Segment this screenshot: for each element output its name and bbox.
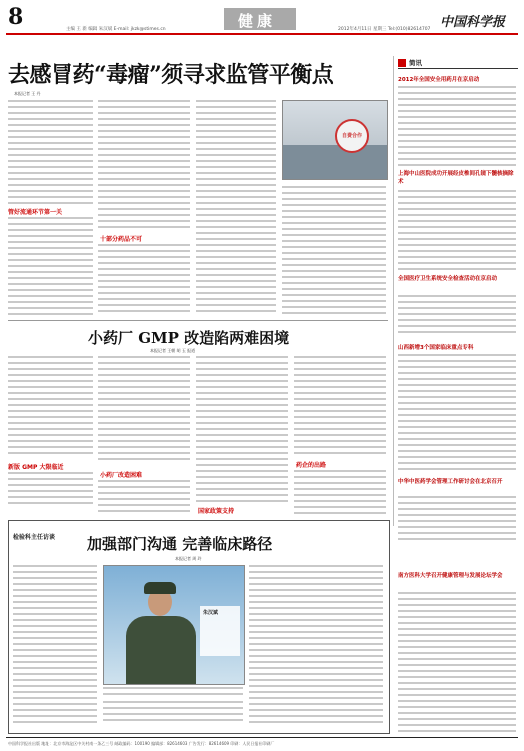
feature-headline: 加强部门沟通 完善临床路径: [87, 535, 273, 553]
feature-box: [8, 520, 390, 734]
art2-col-3: [196, 356, 288, 506]
masthead: [0, 0, 524, 34]
sidebar-head-3: 全国医疗卫生系统安全检查活动在京启动: [398, 276, 498, 282]
art2-col-1b: [8, 472, 93, 512]
sidebar-body-1: [398, 86, 516, 168]
footer-text: 中国科学报社出版 地址：北京市海淀区中关村南一条乙三号 邮政编码：100190 编辑部：82614603 广告发行：82614609 印刷：人民日报社印刷厂: [8, 741, 275, 746]
sidebar-tag-box: [398, 59, 406, 67]
portrait-cap: [144, 582, 176, 594]
main-col-1b: [8, 217, 93, 317]
portrait-caption-box: [200, 606, 240, 656]
feature-col-1: [13, 565, 97, 727]
header-info: 主编 王 新 编辑 朱汉斌 E-mail: jkzk@stimes.cn: [66, 27, 166, 32]
sidebar-divider: [393, 56, 394, 526]
art2-subhead-1: 新版 GMP 大限临近: [8, 464, 64, 471]
feature-byline: 本报记者 周 玲: [175, 556, 202, 561]
main-col-2b: [98, 244, 190, 316]
art2-subhead-4: 药企的出路: [296, 462, 327, 469]
section-title: 健康: [238, 12, 277, 30]
feature-col-3: [249, 565, 383, 727]
portrait-body: [126, 616, 196, 684]
portrait-photo: [103, 565, 245, 685]
main-subhead-1: 管好流通环节第一关: [8, 209, 63, 216]
main-col-2: [98, 100, 190, 230]
art2-col-2b: [98, 480, 190, 514]
art2-subhead-2: 小药厂改造困难: [100, 472, 143, 479]
sidebar-body-4: [398, 354, 516, 474]
sidebar-head-5: 中华中医药学会管理工作研讨会在北京召开: [398, 479, 503, 485]
main-col-4: [282, 186, 386, 316]
pharmacy-photo: [282, 100, 388, 180]
art2-col-4: [294, 356, 386, 456]
art2-col-2: [98, 356, 190, 466]
feature-photo-caption: [103, 687, 243, 699]
sidebar-body-2: [398, 190, 516, 272]
portrait-caption: 朱汉斌: [203, 610, 219, 616]
photo-sign: [335, 119, 369, 153]
sidebar-head-4: 山西新增3个国家临床重点专科: [398, 345, 474, 351]
date-info: 2012年4月11日 星期三 Tel:(010)82614707: [338, 27, 431, 32]
sidebar-tag: [398, 58, 518, 69]
main-subhead-2: 十部分药品不可: [100, 236, 143, 243]
article2-byline: 本报记者 王朝 胡 玉 报道: [150, 348, 196, 353]
article2-headline: 小药厂 GMP 改造陷两难困境: [88, 329, 290, 347]
sidebar-head-2: 上海中山医院成功开展经皮椎间孔镜下髓核摘除术: [398, 171, 514, 185]
main-col-1: [8, 100, 93, 204]
art2-subhead-3: 国家政策支持: [198, 508, 235, 515]
sidebar-tag-text: 简讯: [409, 59, 422, 67]
sidebar-body-6: [398, 592, 516, 734]
sidebar-head-6: 南方医科大学召开健康管理与发展论坛学会: [398, 573, 503, 579]
page-number: 8: [8, 4, 24, 30]
footer-rule: [6, 737, 518, 738]
sidebar-body-5: [398, 496, 516, 542]
art2-col-1: [8, 356, 93, 456]
masthead-rule: [6, 33, 518, 35]
main-byline: 本报记者 王 丹: [14, 91, 41, 96]
feature-col-2: [103, 701, 243, 729]
feature-tag: [13, 524, 55, 543]
section-banner: [224, 8, 296, 30]
sidebar-head-1: 2012年全国安全用药月在京启动: [398, 77, 480, 83]
feature-tag-text: 检验科主任访谈: [13, 534, 56, 541]
art2-col-4b: [294, 470, 386, 516]
paper-logo: 中国科学报: [440, 15, 506, 30]
photo-sign-text: 自费合作: [341, 133, 362, 139]
article-divider-1: [8, 320, 388, 321]
main-col-3: [196, 100, 276, 316]
sidebar-body-3: [398, 295, 516, 337]
main-headline: 去感冒药“毒瘤”须寻求监管平衡点: [8, 62, 334, 88]
